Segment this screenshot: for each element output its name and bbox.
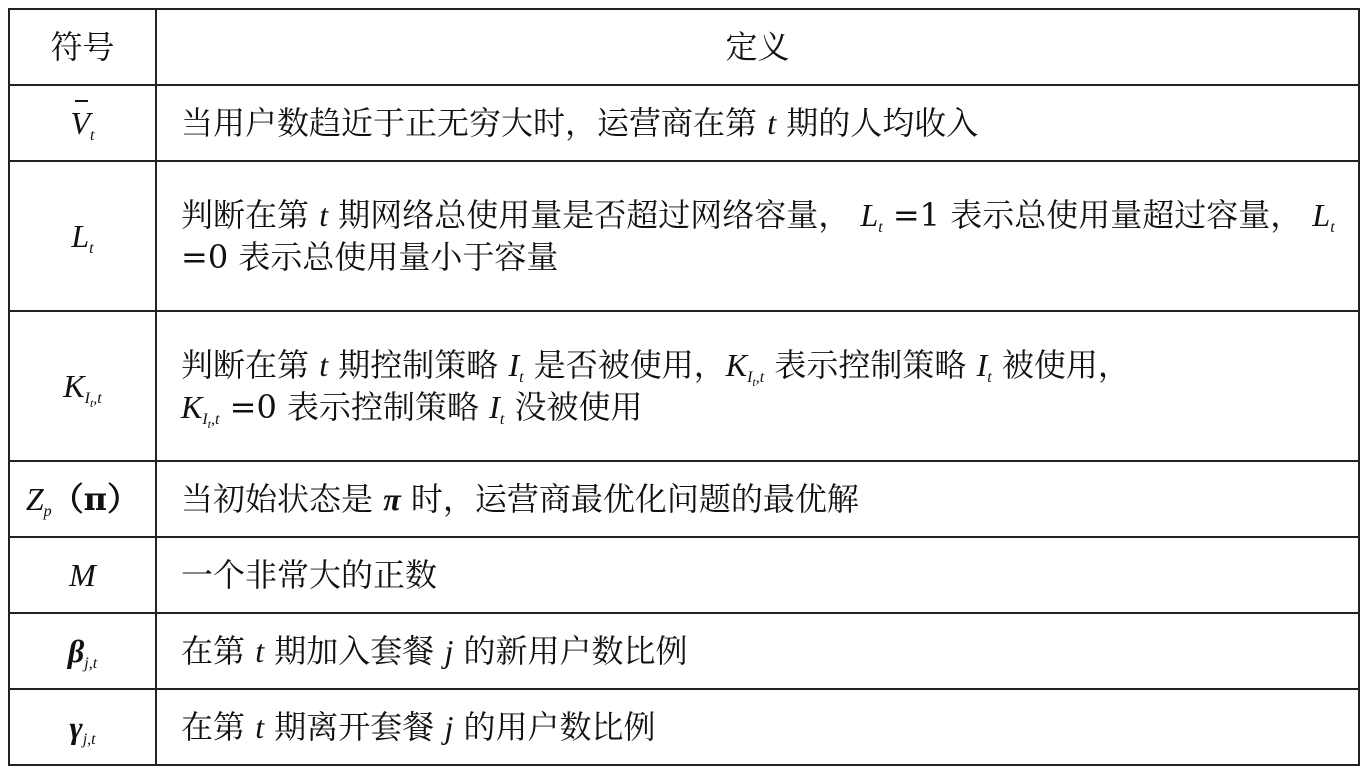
def-text: 期的人均收入 [776,104,979,142]
table-row [9,461,1359,537]
symbol-v-bar: V [71,102,91,144]
subscript-t: t [878,219,883,236]
def-text: =1 表示总使用量超过容量， [882,196,1303,234]
subscript-t: t [89,240,94,257]
subscript-jt: j,t [82,731,96,748]
subscript-t: t [499,411,505,428]
def-text: 被使用， [1001,346,1130,384]
sub-comma-t: ,t [755,369,765,386]
table-row [9,161,1359,311]
sub-comma-t: ,t [211,411,220,428]
symbol-cell [9,311,156,461]
symbol-cell [9,85,156,161]
definition-cell [156,537,1359,613]
symbol-cell [9,161,156,311]
var-k: K [181,389,203,425]
definition-cell [156,461,1359,537]
sub-i: I [747,369,753,386]
var-t: t [319,197,329,233]
sub-i: I [84,390,90,407]
var-l: L [1312,197,1331,233]
symbol-definition-table [8,8,1360,766]
header-definition: 定义 [156,9,1359,85]
def-text: 是否被使用， [533,346,726,384]
var-i: I [508,347,520,383]
subscript [202,411,220,431]
def-text: =0 表示总使用量小于容量 [181,238,559,276]
header-row [9,9,1359,85]
var-t: t [319,347,329,383]
subscript [84,390,102,410]
subscript [747,369,765,389]
subscript-t: t [1330,219,1335,236]
def-text: 表示控制策略 [764,346,977,384]
definition-cell [156,161,1359,311]
symbol-m: M [69,557,96,593]
definition-cell [156,613,1359,689]
symbol-cell [9,689,156,765]
sub-t: t [89,396,94,410]
definition-cell [156,689,1359,765]
subscript-p: p [43,503,52,520]
def-text: 判断在第 [181,346,320,384]
symbol-z: Z [25,481,44,517]
definition-cell [156,85,1359,161]
symbol-cell [9,613,156,689]
subscript-t: t [987,369,992,386]
var-k: K [725,347,748,383]
def-text: 一个非常大的正数 [181,556,438,594]
var-t: t [255,709,265,745]
definition-cell [156,311,1359,461]
var-l: L [860,197,879,233]
table-row [9,537,1359,613]
symbol-k: K [63,368,85,404]
def-text: 当初始状态是 [181,480,384,518]
symbol-gamma: γ [69,709,83,745]
def-text: 的用户数比例 [453,708,656,746]
sub-i: I [202,411,208,428]
header-symbol: 符号 [9,9,156,85]
symbol-l: L [71,218,90,254]
table-row [9,613,1359,689]
var-t: t [767,105,777,141]
def-text: 在第 [181,708,256,746]
def-text: 的新用户数比例 [453,632,688,670]
symbol-cell [9,537,156,613]
table-row [9,689,1359,765]
def-text: 时，运营商最优化问题的最优解 [400,480,859,518]
def-text: 判断在第 [181,196,320,234]
table-row [9,85,1359,161]
sub-t: t [207,417,212,431]
def-text: 期控制策略 [328,346,509,384]
var-i: I [976,347,988,383]
def-text: 期离开套餐 [264,708,445,746]
table-row [9,311,1359,461]
symbol-cell [9,461,156,537]
sub-comma-t: ,t [93,390,102,407]
def-text: 当用户数趋近于正无穷大时，运营商在第 [181,104,768,142]
def-text: 没被使用 [514,388,643,426]
def-text: 期加入套餐 [264,632,445,670]
def-text: =0 表示控制策略 [219,388,490,426]
def-text: 期网络总使用量是否超过网络容量， [328,196,851,234]
subscript-t: t [90,127,95,144]
subscript-t: t [519,369,524,386]
sub-t: t [752,375,756,389]
var-t: t [255,633,265,669]
var-j: j [444,709,454,745]
symbol-paren-pi: （π） [51,480,140,518]
def-text: 在第 [181,632,256,670]
subscript-jt: j,t [84,655,98,672]
var-i: I [489,389,500,425]
var-j: j [444,633,454,669]
symbol-beta: β [67,633,85,669]
var-pi: π [383,481,401,517]
